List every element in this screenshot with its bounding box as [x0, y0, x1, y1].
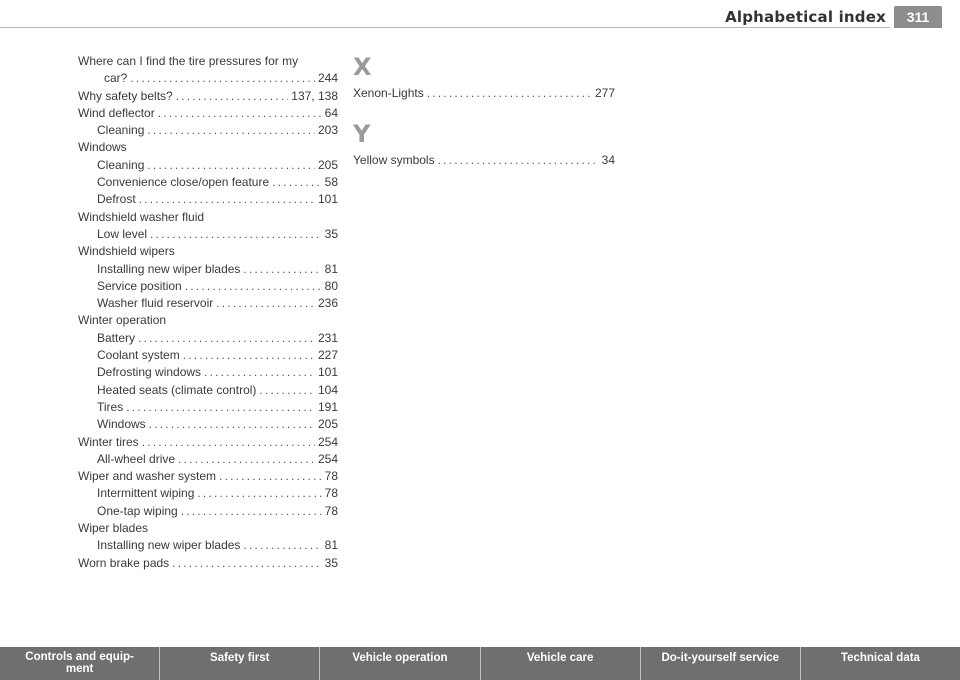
- dot-leader: [197, 485, 321, 502]
- entry-page-ref[interactable]: 81: [324, 261, 338, 276]
- index-entry: [353, 152, 615, 169]
- entry-page-ref[interactable]: 78: [324, 469, 338, 484]
- entry-page-ref[interactable]: 78: [324, 486, 338, 501]
- entry-page-ref[interactable]: 101: [317, 192, 338, 207]
- dot-leader: [172, 555, 321, 572]
- entry-page-ref[interactable]: 101: [317, 365, 338, 380]
- index-subentry: [78, 278, 338, 295]
- entry-page-ref[interactable]: 78: [324, 503, 338, 518]
- index-subentry: [78, 226, 338, 243]
- index-entry: [78, 70, 338, 87]
- dot-leader: [204, 364, 315, 381]
- chapter-tab[interactable]: Vehicle operation: [320, 647, 480, 680]
- dot-leader: [272, 174, 322, 191]
- entry-label: Where can I find the tire pressures for my: [78, 54, 299, 68]
- dot-leader: [158, 105, 322, 122]
- index-subentry: [78, 399, 338, 416]
- entry-page-ref[interactable]: 104: [317, 382, 338, 397]
- dot-leader: [243, 261, 321, 278]
- header-rule: [0, 27, 890, 28]
- section-letter: Y: [353, 120, 371, 149]
- section-letter: X: [353, 53, 372, 81]
- index-subentry: [78, 382, 338, 399]
- entry-page-ref[interactable]: 35: [324, 226, 338, 241]
- entry-label: Defrosting windows: [97, 365, 202, 380]
- index-heading: Winter operation: [78, 313, 167, 328]
- index-heading: Windshield wipers: [78, 244, 175, 259]
- entry-page-ref[interactable]: 254: [317, 451, 338, 466]
- entry-label: Cleaning: [97, 123, 145, 138]
- entry-label: All-wheel drive: [97, 451, 176, 466]
- section-gap: [353, 102, 615, 120]
- entry-label: Service position: [97, 278, 182, 293]
- entry-page-ref[interactable]: 254: [317, 434, 338, 449]
- entry-label: car?: [104, 71, 128, 86]
- entry-page-ref[interactable]: 203: [317, 123, 338, 138]
- index-column-right: [353, 53, 615, 170]
- entry-label: Low level: [97, 226, 148, 241]
- entry-label: Coolant system: [97, 348, 180, 363]
- entry-label: Xenon-Lights: [353, 86, 424, 100]
- dot-leader: [126, 399, 315, 416]
- index-subentry: [78, 174, 338, 191]
- page-title: Alphabetical index: [725, 8, 886, 26]
- index-entry: [78, 53, 338, 88]
- index-subentry: [78, 261, 338, 278]
- index-subentry: [78, 364, 338, 381]
- chapter-tab[interactable]: Do-it-yourself service: [641, 647, 801, 680]
- index-subentry: [78, 122, 338, 139]
- entry-page-ref[interactable]: 231: [317, 330, 338, 345]
- chapter-tab[interactable]: Vehicle care: [481, 647, 641, 680]
- dot-leader: [219, 468, 322, 485]
- entry-label: Installing new wiper blades: [97, 538, 241, 553]
- index-entry: [353, 85, 615, 102]
- chapter-tab[interactable]: Technical data: [840, 652, 920, 664]
- index-subentry: [78, 330, 338, 347]
- dot-leader: [150, 226, 322, 243]
- dot-leader: [138, 330, 315, 347]
- dot-leader: [427, 85, 592, 102]
- index-entry: [78, 468, 338, 485]
- entry-label: Convenience close/open feature: [97, 175, 270, 190]
- entry-label: Washer fluid reservoir: [97, 296, 214, 311]
- dot-leader: [130, 70, 315, 87]
- entry-page-ref[interactable]: 80: [324, 278, 338, 293]
- index-subentry: [78, 191, 338, 208]
- dot-leader: [147, 122, 315, 139]
- dot-leader: [438, 152, 599, 169]
- dot-leader: [149, 416, 315, 433]
- entry-page-ref[interactable]: 34: [601, 153, 615, 168]
- index-heading: Wiper blades: [78, 521, 149, 536]
- dot-leader: [181, 503, 322, 520]
- entry-label: Heated seats (climate control): [97, 382, 257, 397]
- entry-page-ref[interactable]: 58: [324, 175, 338, 190]
- index-subentry: [78, 347, 338, 364]
- dot-leader: [183, 347, 315, 364]
- entry-page-ref[interactable]: 137, 138: [291, 88, 338, 103]
- index-heading: Windshield washer fluid: [78, 209, 205, 224]
- entry-label: Why safety belts?: [78, 88, 173, 103]
- entry-label: Yellow symbols: [353, 153, 435, 168]
- page-number-tab: 311: [894, 6, 942, 28]
- dot-leader: [142, 434, 315, 451]
- index-subentry: [78, 295, 338, 312]
- index-subentry: [78, 451, 338, 468]
- dot-leader: [176, 88, 289, 105]
- entry-page-ref[interactable]: 35: [324, 555, 338, 570]
- chapter-tab[interactable]: Controls and equip- ment: [0, 647, 160, 680]
- dot-leader: [259, 382, 315, 399]
- index-entry: [78, 434, 338, 451]
- index-heading: Windows: [78, 140, 127, 155]
- chapter-tab[interactable]: Safety first: [160, 647, 320, 680]
- entry-page-ref[interactable]: 277: [594, 86, 615, 100]
- entry-page-ref[interactable]: 64: [324, 105, 338, 120]
- index-subentry: [78, 537, 338, 554]
- dot-leader: [147, 157, 315, 174]
- entry-page-ref[interactable]: 227: [317, 348, 338, 363]
- dot-leader: [185, 278, 322, 295]
- dot-leader: [243, 537, 321, 554]
- chapter-nav-bar: [0, 647, 960, 680]
- entry-label: Defrost: [97, 192, 136, 207]
- index-column-left: [78, 53, 338, 572]
- entry-label: Tires: [97, 399, 124, 414]
- index-entry: [78, 105, 338, 122]
- entry-label: Windows: [97, 417, 146, 432]
- entry-label: Cleaning: [97, 157, 145, 172]
- entry-page-ref[interactable]: 205: [317, 157, 338, 172]
- entry-label: Winter tires: [78, 434, 139, 449]
- entry-label: One-tap wiping: [97, 503, 178, 518]
- index-entry: [78, 88, 338, 105]
- dot-leader: [139, 191, 315, 208]
- dot-leader: [216, 295, 315, 312]
- index-subentry: [78, 157, 338, 174]
- entry-page-ref[interactable]: 236: [317, 296, 338, 311]
- entry-page-ref[interactable]: 191: [317, 399, 338, 414]
- entry-label: Wiper and washer system: [78, 469, 217, 484]
- entry-label: Battery: [97, 330, 136, 345]
- entry-page-ref[interactable]: 244: [317, 71, 338, 86]
- index-subentry: [78, 503, 338, 520]
- index-subentry: [78, 416, 338, 433]
- index-subentry: [78, 485, 338, 502]
- entry-label: Wind deflector: [78, 105, 155, 120]
- entry-label: Worn brake pads: [78, 555, 170, 570]
- entry-page-ref[interactable]: 205: [317, 417, 338, 432]
- dot-leader: [178, 451, 315, 468]
- entry-page-ref[interactable]: 81: [324, 538, 338, 553]
- entry-label: Installing new wiper blades: [97, 261, 241, 276]
- entry-label: Intermittent wiping: [97, 486, 195, 501]
- index-entry: [78, 555, 338, 572]
